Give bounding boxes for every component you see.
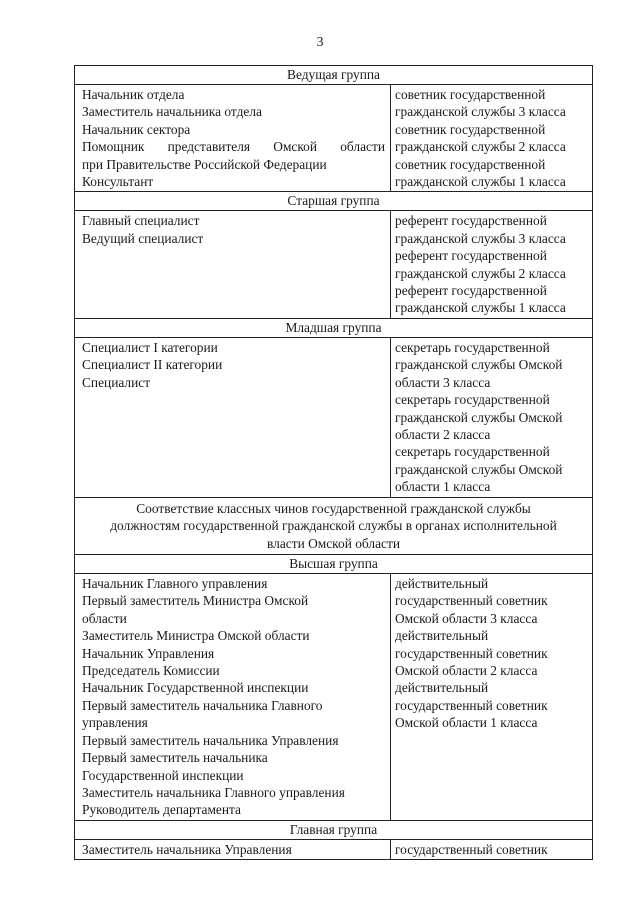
group-body-row [75, 337, 593, 497]
group-body-row [75, 211, 593, 318]
rank-item: государственный советник [395, 697, 548, 713]
rank-item: государственный советник [395, 841, 548, 857]
heading-line: Соответствие классных чинов государственной гражданской службы [136, 500, 531, 516]
position-item: Начальник Государственной инспекции [82, 680, 309, 696]
position-item: Специалист II категории [82, 357, 223, 373]
position-item: Начальник Главного управления [82, 576, 268, 592]
position-item: области [82, 610, 127, 626]
rank-item: советник государственной [395, 156, 546, 172]
positions-cell-junior [75, 337, 391, 497]
position-item: Заместитель начальника отдела [82, 104, 262, 120]
position-item: Помощник представителя Омской области [82, 139, 385, 155]
position-item: Председатель Комиссии [82, 663, 220, 679]
group-title-highest: Высшая группа [75, 555, 593, 574]
ranks-cell-junior [391, 337, 593, 497]
position-item: Начальник отдела [82, 87, 185, 102]
positions-cell-lead [75, 85, 391, 192]
ranks-cell-main [391, 839, 593, 859]
rank-item: действительный [395, 628, 489, 644]
rank-item: области 1 класса [395, 479, 491, 495]
rank-item: Омской области 2 класса [395, 663, 538, 679]
rank-item: области 3 класса [395, 374, 491, 390]
ranks-cell-senior [391, 211, 593, 318]
group-title-senior: Старшая группа [75, 192, 593, 211]
rank-item: секретарь государственной [395, 339, 550, 355]
position-item: Специалист I категории [82, 339, 218, 355]
rank-item: гражданской службы 2 класса [395, 139, 566, 155]
ranks-cell-highest [391, 574, 593, 821]
rank-item: гражданской службы 3 класса [395, 230, 566, 246]
group-header-row [75, 318, 593, 337]
ranks-cell-lead [391, 85, 593, 192]
position-item: Специалист [82, 374, 151, 390]
position-item: Ведущий специалист [82, 230, 204, 246]
group-header-row [75, 66, 593, 85]
position-item: Заместитель Министра Омской области [82, 628, 310, 644]
rank-item: гражданской службы 1 класса [395, 174, 566, 190]
heading-line: власти Омской области [267, 535, 400, 551]
group-header-row [75, 192, 593, 211]
positions-cell-main [75, 839, 391, 859]
rank-item: гражданской службы 2 класса [395, 265, 566, 281]
position-item: Первый заместитель начальника Главного [82, 697, 323, 713]
rank-item: референт государственной [395, 213, 547, 229]
position-item: Руководитель департамента [82, 802, 241, 818]
rank-item: Омской области 3 класса [395, 610, 538, 626]
rank-item: гражданской службы Омской [395, 461, 563, 477]
group-body-row [75, 574, 593, 821]
rank-item: гражданской службы 1 класса [395, 300, 566, 316]
position-item: при Правительстве Российской Федерации [82, 156, 327, 172]
rank-item: референт государственной [395, 248, 547, 264]
rank-item: действительный [395, 576, 489, 592]
section-heading-row [75, 497, 593, 555]
position-item: Первый заместитель начальника [82, 750, 268, 766]
class-rank-table [74, 65, 593, 860]
position-item: Государственной инспекции [82, 767, 244, 783]
position-item: Заместитель начальника Главного управления [82, 784, 345, 800]
position-item: Начальник Управления [82, 645, 215, 661]
rank-item: секретарь государственной [395, 392, 550, 408]
rank-item: гражданской службы 3 класса [395, 104, 566, 120]
rank-item: советник государственной [395, 121, 546, 137]
rank-item: референт государственной [395, 283, 547, 299]
position-item: Заместитель начальника Управления [82, 841, 292, 857]
position-item: Начальник сектора [82, 121, 191, 137]
rank-item: гражданской службы Омской [395, 357, 563, 373]
position-item: Первый заместитель начальника Управления [82, 732, 339, 748]
rank-item: Омской области 1 класса [395, 715, 538, 731]
rank-item: государственный советник [395, 645, 548, 661]
heading-line: должностям государственной гражданской службы в органах исполнительной [110, 518, 557, 534]
group-header-row [75, 555, 593, 574]
group-title-junior: Младшая группа [75, 318, 593, 337]
rank-item: государственный советник [395, 593, 548, 609]
position-item: Консультант [82, 174, 154, 190]
group-title-main: Главная группа [75, 820, 593, 839]
group-body-row [75, 839, 593, 859]
positions-cell-highest [75, 574, 391, 821]
correspondence-heading [75, 497, 593, 555]
rank-item: секретарь государственной [395, 444, 550, 460]
position-item: Первый заместитель Министра Омской [82, 593, 309, 609]
page-number: 3 [316, 35, 324, 50]
rank-item: области 2 класса [395, 426, 491, 442]
group-title-lead: Ведущая группа [75, 66, 593, 85]
position-item: Главный специалист [82, 213, 200, 229]
position-item: управления [82, 715, 148, 731]
positions-cell-senior [75, 211, 391, 318]
rank-item: действительный [395, 680, 489, 696]
rank-item: гражданской службы Омской [395, 409, 563, 425]
group-body-row [75, 85, 593, 192]
group-header-row [75, 820, 593, 839]
rank-item: советник государственной [395, 87, 546, 102]
